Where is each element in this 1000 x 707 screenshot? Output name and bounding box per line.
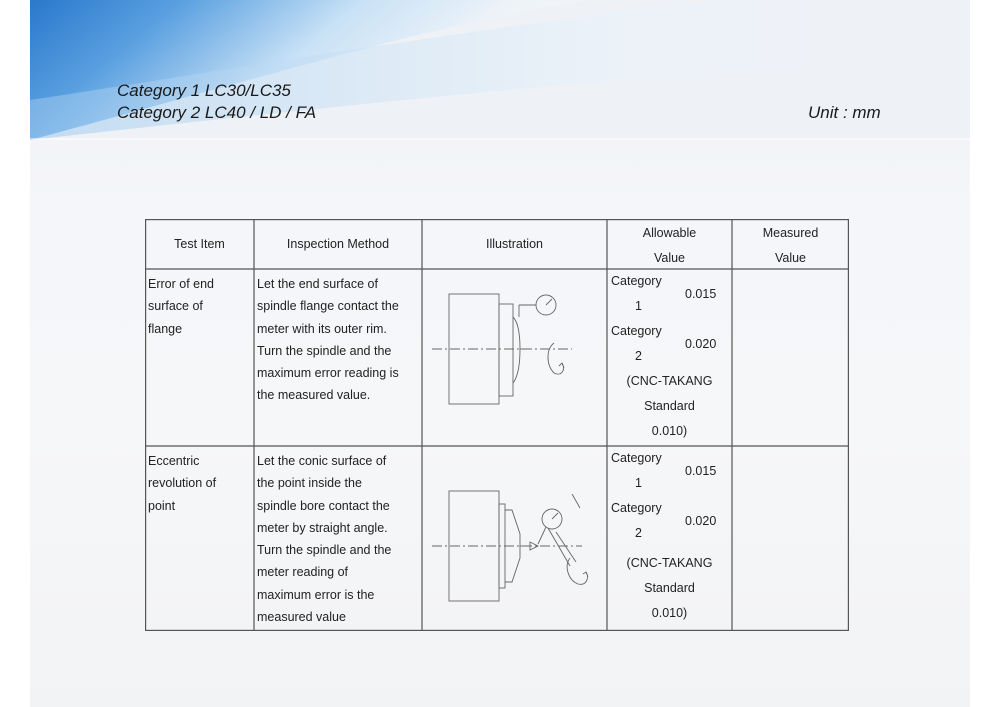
row1-cat1-label: Category (611, 274, 662, 288)
row1-allowable-value (607, 269, 732, 446)
header-test-item: Test Item (174, 236, 225, 251)
row2-note-line: Standard (644, 581, 695, 595)
row2-method-line: Let the conic surface of (257, 454, 387, 468)
row2-cat2-label: Category (611, 501, 662, 515)
header-allowable-line2: Value (653, 250, 686, 265)
header-inspection-method: Inspection Method (286, 236, 390, 251)
row2-method-line: the point inside the (257, 476, 362, 491)
row1-cat1-num: 1 (635, 299, 642, 313)
row1-method-line: the measured value. (257, 388, 371, 403)
row1-cat1-value: 0.015 (685, 287, 717, 301)
inspection-table (145, 219, 849, 631)
header-measured-line1: Measured (762, 226, 819, 240)
row1-inspection-method (257, 273, 421, 407)
row1-test-item-line: flange (148, 321, 183, 336)
header-measured-value (732, 221, 849, 269)
header-illustration: Illustration (486, 236, 543, 251)
row1-test-item-line: surface of (148, 299, 203, 314)
row1-method-line: meter with its outer rim. (257, 321, 387, 336)
row2-cat1-value: 0.015 (685, 464, 717, 478)
header-category-1: Category 1 LC30/LC35 (117, 81, 291, 100)
header-allowable-value (607, 221, 732, 269)
row2-test-item-line: revolution of (148, 476, 217, 491)
row1-cat2-num: 2 (635, 349, 642, 363)
row1-method-line: spindle flange contact the (257, 299, 399, 314)
unit-label: Unit : mm (808, 103, 881, 122)
row1-method-line: Turn the spindle and the (257, 343, 392, 358)
row2-method-line: maximum error is the (257, 587, 375, 602)
row1-note-line: (CNC-TAKANG (626, 374, 713, 388)
row2-cat1-label: Category (611, 451, 662, 465)
row1-method-line: maximum error reading is (257, 366, 399, 381)
row2-cat1-num: 1 (635, 476, 642, 490)
row1-note-line: 0.010) (651, 424, 688, 438)
row2-allowable-value (607, 446, 732, 631)
row2-note-line: 0.010) (651, 606, 688, 620)
row1-test-item (148, 273, 252, 340)
row2-test-item-line: Eccentric (148, 454, 200, 468)
row2-test-item-line: point (148, 498, 176, 513)
header-category-2: Category 2 LC40 / LD / FA (117, 103, 317, 122)
row2-illustration-spindle-point-gauge (422, 446, 607, 631)
header-measured-line2: Value (774, 250, 807, 265)
row1-method-line: Let the end surface of (257, 277, 378, 291)
row2-method-line: meter reading of (257, 565, 349, 580)
row1-note-line: Standard (644, 399, 695, 413)
header-allowable-line1: Allowable (642, 226, 697, 240)
row2-test-item (148, 450, 252, 517)
row2-cat2-value: 0.020 (685, 514, 717, 528)
row1-illustration-flange-dial-gauge (422, 269, 607, 446)
row1-test-item-line: Error of end (148, 277, 215, 291)
slide (30, 0, 970, 707)
row2-method-line: Turn the spindle and the (257, 543, 392, 558)
row1-cat2-value: 0.020 (685, 337, 717, 351)
row2-inspection-method (257, 450, 421, 628)
row2-method-line: spindle bore contact the (257, 498, 390, 513)
row2-method-line: meter by straight angle. (257, 520, 388, 535)
row2-note-line: (CNC-TAKANG (626, 556, 713, 570)
row2-cat2-num: 2 (635, 526, 642, 540)
row1-cat2-label: Category (611, 324, 662, 338)
row2-method-line: measured value (257, 610, 346, 625)
